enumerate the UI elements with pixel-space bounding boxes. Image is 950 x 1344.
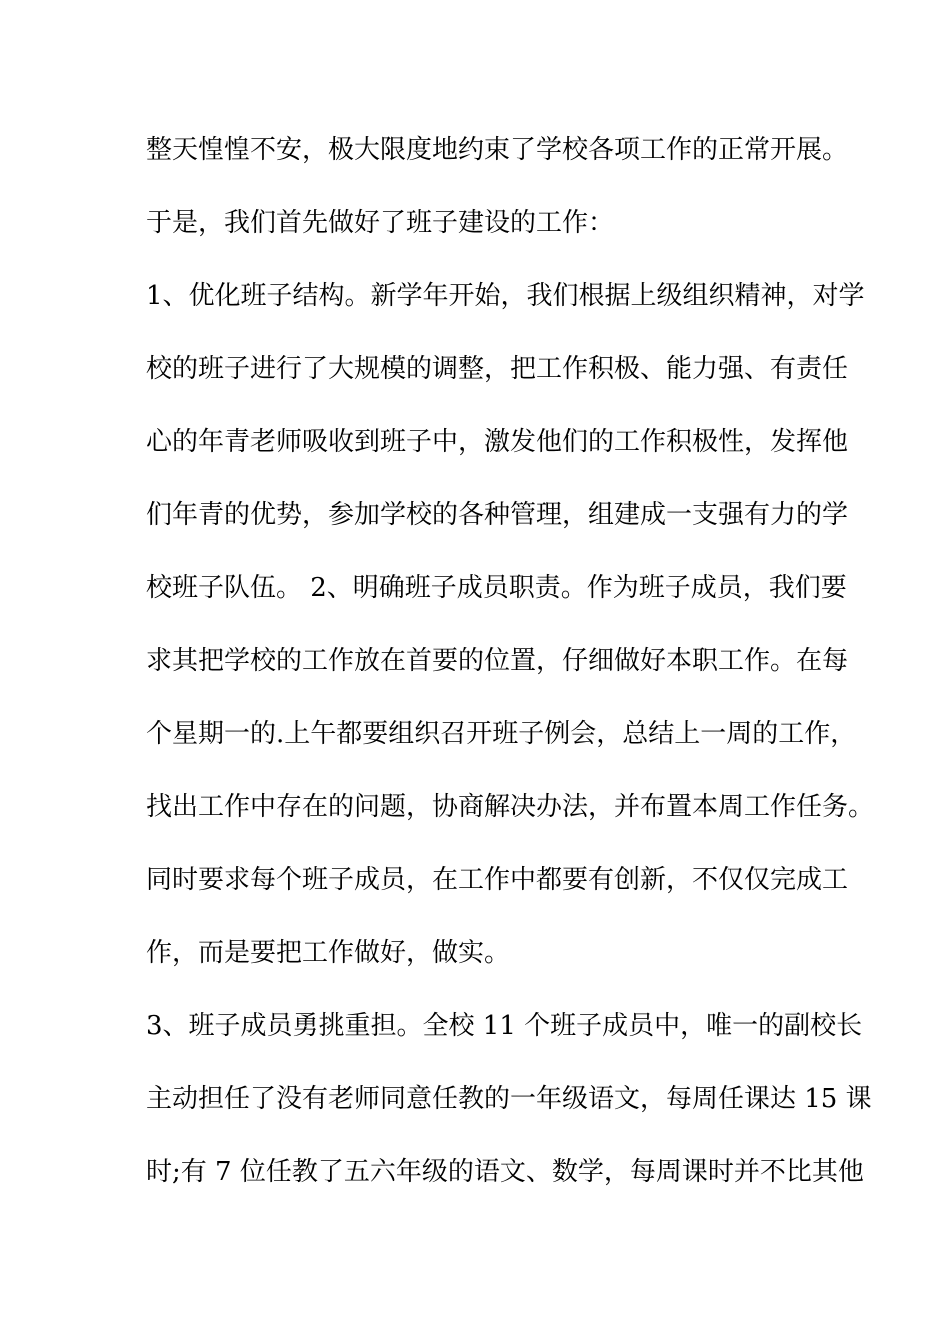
text-line: 时;有 7 位任教了五六年级的语文、数学，每周课时并不比其他 [146,1157,864,1187]
text-line: 于是，我们首先做好了班子建设的工作： [146,208,615,238]
text-line: 个星期一的.上午都要组织召开班子例会，总结上一周的工作， [146,719,857,749]
text-line: 们年青的优势，参加学校的各种管理，组建成一支强有力的学 [146,500,849,530]
text-line: 找出工作中存在的问题，协商解决办法，并布置本周工作任务。 [146,792,875,822]
text-line: 同时要求每个班子成员，在工作中都要有创新，不仅仅完成工 [146,865,849,895]
text-line: 心的年青老师吸收到班子中，激发他们的工作积极性，发挥他 [146,427,849,457]
text-line: 整天惶惶不安，极大限度地约束了学校各项工作的正常开展。 [146,135,849,165]
text-line: 校班子队伍。 2、明确班子成员职责。作为班子成员，我们要 [146,573,847,603]
text-line: 求其把学校的工作放在首要的位置，仔细做好本职工作。在每 [146,646,849,676]
text-line: 1、优化班子结构。新学年开始，我们根据上级组织精神，对学 [146,281,865,311]
text-line: 主动担任了没有老师同意任教的一年级语文，每周任课达 15 课 [146,1084,872,1114]
document-body [146,128,875,1223]
text-line: 作，而是要把工作做好，做实。 [146,938,511,968]
text-line: 校的班子进行了大规模的调整，把工作积极、能力强、有责任 [146,354,849,384]
text-line: 3、班子成员勇挑重担。全校 11 个班子成员中，唯一的副校长 [146,1011,863,1041]
